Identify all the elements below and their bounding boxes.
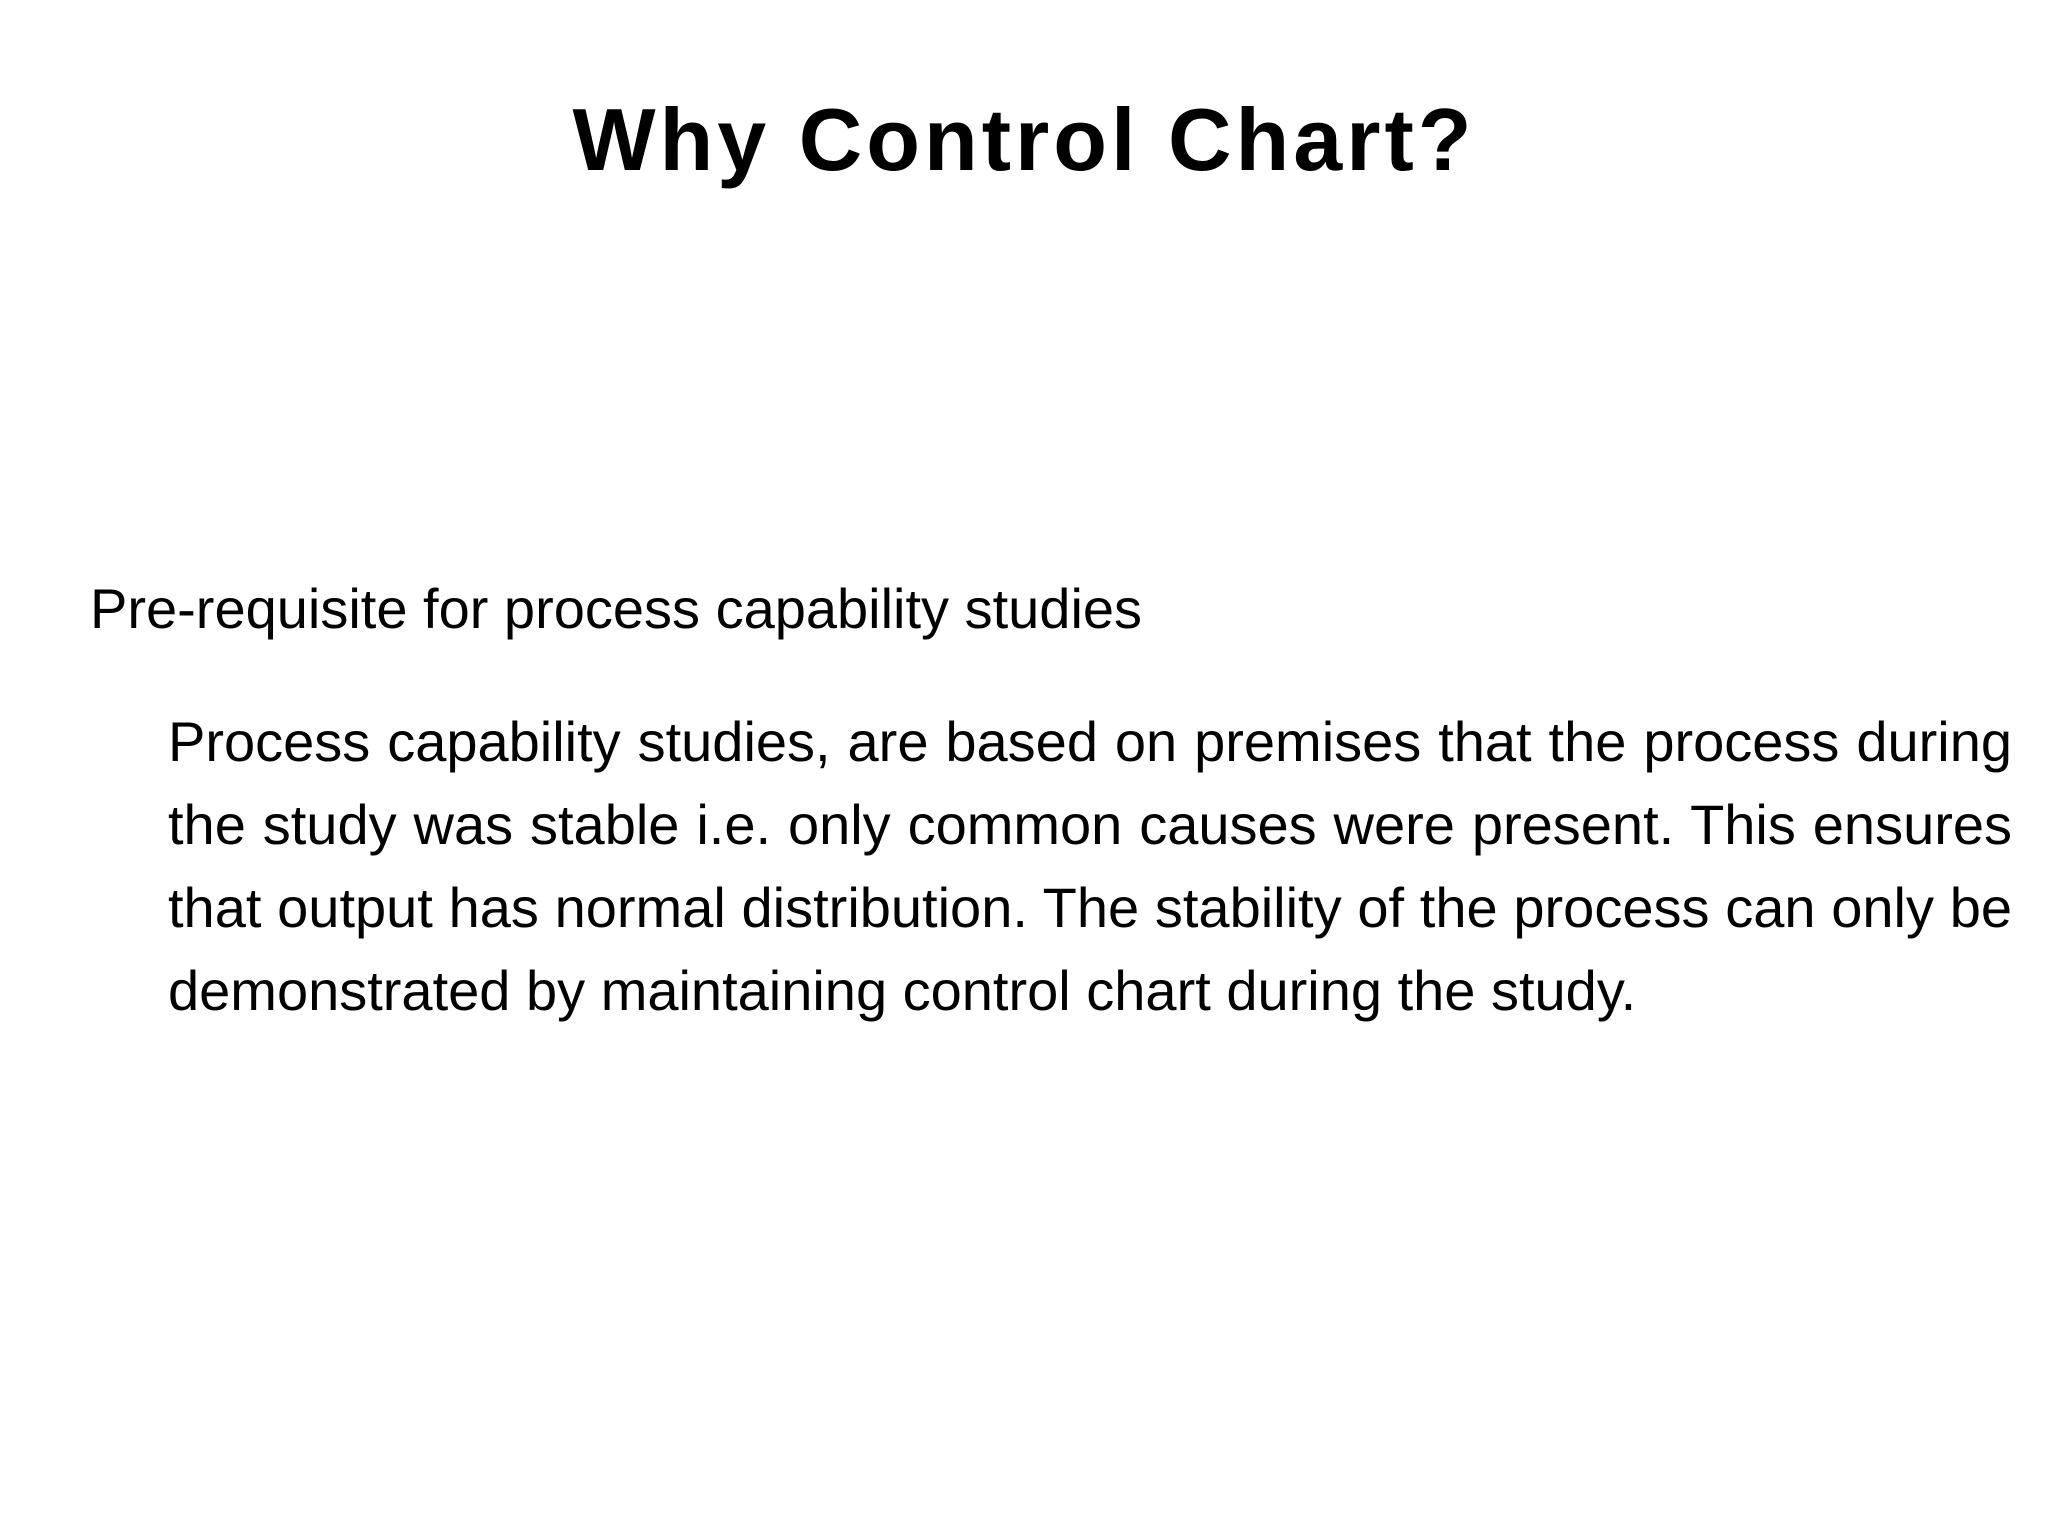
slide-title: Why Control Chart? (572, 90, 1476, 189)
section-heading: Pre-requisite for process capability studies (90, 577, 1143, 640)
body-paragraph: Process capability studies, are based on premises that the process during the study was stable i.e. only common causes were present. This ensures that output has normal distribution. The stability of the process can only be demonstrated by maintaining control chart during the study. (168, 710, 2012, 1022)
